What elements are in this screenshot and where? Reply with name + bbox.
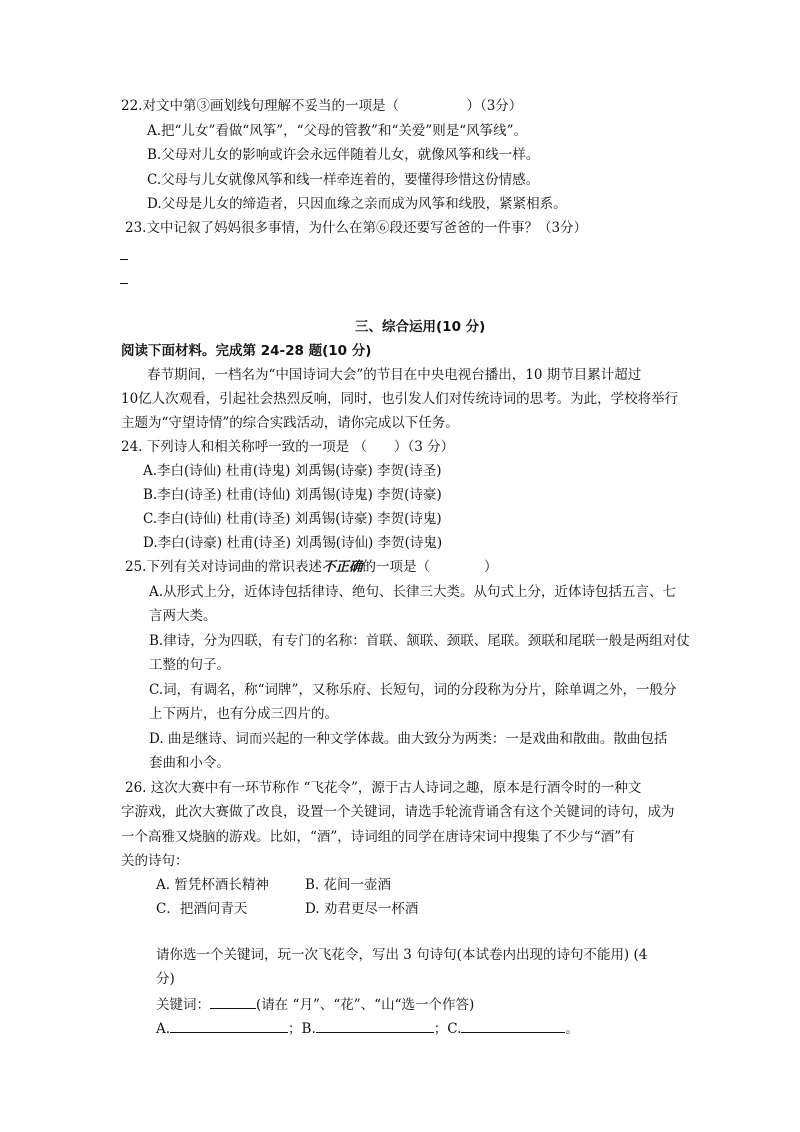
- q24-option-d: D.李白(诗豪) 杜甫(诗圣) 刘禹锡(诗仙) 李贺(诗鬼): [143, 535, 443, 551]
- q25-stem-emphasis: 不正确: [321, 559, 363, 575]
- q25-option-a-line2: 言两大类。: [149, 608, 217, 624]
- q22-option-a: A.把“儿女”看做“风筝”，“父母的管教”和“关爱”则是“风筝线”。: [147, 123, 528, 139]
- q25-option-d-line2: 套曲和小令。: [149, 755, 230, 771]
- answer-b-blank[interactable]: [316, 1019, 434, 1033]
- passage-line-3: 主题为“守望诗情”的综合实践活动，请你完成以下任务。: [121, 415, 459, 431]
- q26-task-line-2: 分): [156, 971, 175, 987]
- answer-b-label: ；B.: [288, 1021, 316, 1037]
- passage-line-2: 10亿人次观看，引起社会热烈反响，同时，也引发人们对传统诗词的思考。为此，学校将举行: [121, 391, 679, 407]
- q23-stem: 23.文中记叙了妈妈很多事情，为什么在第⑥段还要写爸爸的一件事？（3分）: [125, 220, 588, 236]
- q25-stem-pre: 25.下列有关对诗词曲的常识表述: [125, 559, 322, 575]
- keyword-hint: (请在 “月”、“花”、“山“选一个作答): [256, 997, 475, 1013]
- q24-option-a: A.李白(诗仙) 杜甫(诗鬼) 刘禹锡(诗豪) 李贺(诗圣): [143, 463, 442, 479]
- q25-stem-post: 的一项是（ ）: [362, 559, 498, 575]
- q26-answer-row: [156, 1019, 579, 1038]
- q26-example-b: B. 花间一壶酒: [305, 877, 392, 893]
- q26-example-c: C．把酒问青天: [156, 901, 248, 917]
- q25-option-b-line2: 工整的句子。: [149, 657, 230, 673]
- answer-end: 。: [565, 1021, 579, 1037]
- q24-option-c: C.李白(诗仙) 杜甫(诗圣) 刘禹锡(诗豪) 李贺(诗鬼): [143, 511, 442, 527]
- q25-option-a-line1: A.从形式上分，近体诗包括律诗、绝句、长律三大类。从句式上分，近体诗包括五言、七: [149, 584, 677, 600]
- q26-line-3: 一个高雅又烧脑的游戏。比如，“酒”，诗词组的同学在唐诗宋词中搜集了不少与“酒”有: [121, 829, 635, 845]
- keyword-label: 关键词：: [156, 997, 210, 1013]
- q23-answer-line-1: [120, 259, 128, 260]
- q25-option-b-line1: B.律诗，分为四联，有专门的名称：首联、颔联、颈联、尾联。颈联和尾联一般是两组对仗: [149, 633, 690, 649]
- section-title: 三、综合运用(10 分): [355, 319, 486, 335]
- q26-line-2: 字游戏，此次大赛做了改良，设置一个关键词，请选手轮流背诵含有这个关键词的诗句，成为: [121, 804, 675, 820]
- keyword-blank[interactable]: [210, 995, 256, 1009]
- answer-a-blank[interactable]: [170, 1019, 288, 1033]
- q26-line-4: 关的诗句：: [121, 853, 189, 869]
- q26-example-d: D. 劝君更尽一杯酒: [305, 901, 419, 917]
- q26-example-a: A. 暂凭杯酒长精神: [156, 877, 269, 893]
- q22-option-d: D.父母是儿女的缔造者，只因血缘之亲而成为风筝和线股，紧紧相系。: [147, 196, 567, 212]
- section-instruction: 阅读下面材料。完成第 24-28 题(10 分): [121, 343, 372, 359]
- q25-stem: [125, 558, 497, 576]
- q26-task-line-1: 请你选一个关键词，玩一次飞花令，写出 3 句诗句(本试卷内出现的诗句不能用) (4: [156, 947, 648, 963]
- q22-stem: 22.对文中第③画划线句理解不妥当的一项是（ ）（3分）: [121, 98, 523, 114]
- passage-line-1: 春节期间，一档名为“中国诗词大会”的节目在中央电视台播出，10 期节目累计超过: [147, 367, 642, 383]
- answer-c-label: ；C.: [433, 1021, 462, 1037]
- q26-keyword-row: [156, 995, 474, 1014]
- q22-option-b: B.父母对儿女的影响或许会永远伴随着儿女，就像风筝和线一样。: [147, 147, 540, 163]
- q22-option-c: C.父母与儿女就像风筝和线一样牵连着的，要懂得珍惜这份情感。: [147, 172, 540, 188]
- q23-answer-line-2: [120, 283, 128, 284]
- q25-option-c-line2: 上下两片，也有分成三四片的。: [149, 706, 338, 722]
- q25-option-c-line1: C.词，有调名，称“词牌”，又称乐府、长短句，词的分段称为分片，除单调之外，一般分: [149, 682, 677, 698]
- q25-option-d-line1: D. 曲是继诗、词而兴起的一种文学体裁。曲大致分为两类：一是戏曲和散曲。散曲包括: [149, 731, 668, 747]
- q26-line-1: 26. 这次大赛中有一环节称作 “飞花令”，源于古人诗词之趣，原本是行酒令时的一种文: [125, 780, 642, 796]
- answer-a-label: A.: [156, 1021, 171, 1037]
- answer-c-blank[interactable]: [461, 1019, 565, 1033]
- q24-option-b: B.李白(诗圣) 杜甫(诗仙) 刘禹锡(诗鬼) 李贺(诗豪): [143, 487, 442, 503]
- q24-stem: 24. 下列诗人和相关称呼一致的一项是 （ ）（3 分）: [121, 439, 455, 455]
